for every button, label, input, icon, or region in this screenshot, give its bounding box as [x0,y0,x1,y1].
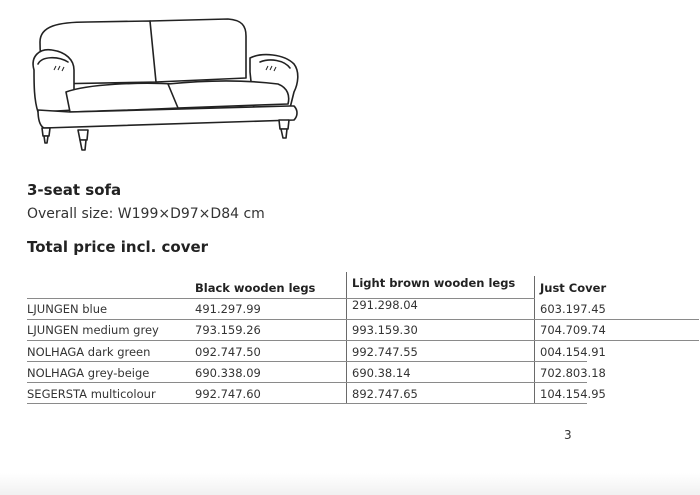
row-divider [27,403,587,404]
article-number: 291.298.04 [352,298,418,312]
row-name: LJUNGEN medium grey [27,323,159,337]
article-number: 104.154.95 [540,387,606,401]
row-name: SEGERSTA multicolour [27,387,156,401]
row-name: LJUNGEN blue [27,302,108,316]
article-number: 702.803.18 [540,366,606,380]
article-number: 993.159.30 [352,323,418,337]
column-header-light-brown-legs: Light brown wooden legs [352,276,516,290]
article-number: 992.747.55 [352,345,418,359]
column-header-black-legs: Black wooden legs [195,281,316,295]
row-divider [27,319,699,320]
article-number: 892.747.65 [352,387,418,401]
row-name: NOLHAGA dark green [27,345,151,359]
article-number: 092.747.50 [195,345,261,359]
page-edge [0,473,700,495]
article-number: 704.709.74 [540,323,606,337]
row-divider [27,340,699,341]
row-divider [27,298,535,299]
article-number: 992.747.60 [195,387,261,401]
sofa-illustration [28,12,303,160]
overall-size: Overall size: W199×D97×D84 cm [27,206,265,222]
column-header-just-cover: Just Cover [540,281,607,295]
row-divider [27,382,587,383]
row-name: NOLHAGA grey-beige [27,366,150,380]
price-heading: Total price incl. cover [27,238,209,256]
article-number: 690.38.14 [352,366,411,380]
article-number: 004.154.91 [540,345,606,359]
page-number: 3 [564,428,572,442]
article-number: 690.338.09 [195,366,261,380]
row-divider [27,361,587,362]
article-number: 491.297.99 [195,302,261,316]
article-number: 603.197.45 [540,302,606,316]
article-number: 793.159.26 [195,323,261,337]
product-title: 3-seat sofa [27,181,122,199]
column-divider [346,272,347,404]
